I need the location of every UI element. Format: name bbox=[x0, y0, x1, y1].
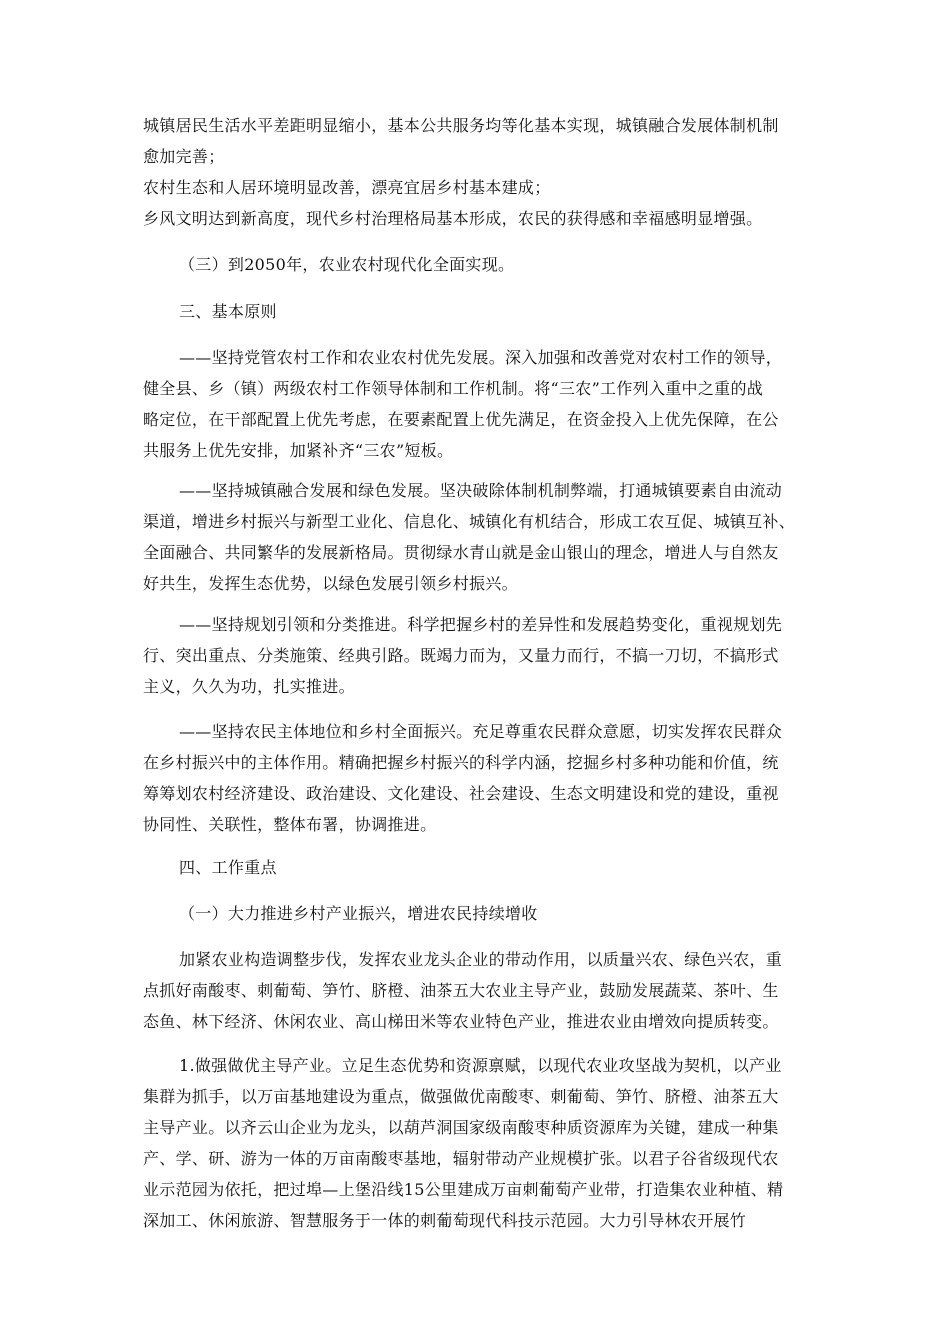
section-heading-work-focus bbox=[143, 852, 815, 883]
text-line: 协同性、关联性，整体布署，协调推进。 bbox=[143, 815, 437, 834]
paragraph-goals-2035 bbox=[143, 110, 815, 234]
subsection-heading: （一）大力推进乡村产业振兴，增进农民持续增收 bbox=[179, 904, 538, 923]
text-line: 共服务上优先安排，加紧补齐“三农”短板。 bbox=[143, 441, 454, 460]
text-line: ——坚持城镇融合发展和绿色发展。坚决破除体制机制弊端，打通城镇要素自由流动 bbox=[179, 481, 783, 500]
paragraph-principle-planning bbox=[143, 609, 815, 702]
text-line: ——坚持农民主体地位和乡村全面振兴。充足尊重农民群众意愿，切实发挥农民群众 bbox=[179, 722, 783, 741]
text-line: ——坚持规划引领和分类推进。科学把握乡村的差异性和发展趋势变化，重视规划先 bbox=[179, 615, 783, 634]
text-line: 好共生，发挥生态优势，以绿色发展引领乡村振兴。 bbox=[143, 574, 518, 593]
text-line: 愈加完善； bbox=[143, 147, 225, 166]
text-line: 深加工、休闲旅游、智慧服务于一体的刺葡萄现代科技示范园。大力引导林农开展竹 bbox=[143, 1211, 747, 1230]
text-line: 产、学、研、游为一体的万亩南酸枣基地，辐射带动产业规模扩张。以君子谷省级现代农 bbox=[143, 1149, 779, 1168]
paragraph-agri-structure bbox=[143, 944, 815, 1037]
text-line: 健全县、乡（镇）两级农村工作领导体制和工作机制。将“三农”工作列入重中之重的战 bbox=[143, 379, 764, 398]
text-line: 全面融合、共同繁华的发展新格局。贯彻绿水青山就是金山银山的理念，增进人与自然友 bbox=[143, 543, 779, 562]
subsection-heading-industry bbox=[143, 898, 815, 929]
text-line: 农村生态和人居环境明显改善，漂亮宜居乡村基本建成； bbox=[143, 178, 551, 197]
text-line: 业示范园为依托，把过埠—上堡沿线15公里建成万亩刺葡萄产业带，打造集农业种植、精 bbox=[143, 1180, 784, 1199]
text-line: 筹筹划农村经济建设、政治建设、文化建设、社会建设、生态文明建设和党的建设，重视 bbox=[143, 784, 779, 803]
text-line: 集群为抓手，以万亩基地建设为重点，做强做优南酸枣、刺葡萄、笋竹、脐橙、油茶五大 bbox=[143, 1087, 779, 1106]
text-line: 略定位，在干部配置上优先考虑，在要素配置上优先满足，在资金投入上优先保障，在公 bbox=[143, 410, 779, 429]
text-line: 渠道，增进乡村振兴与新型工业化、信息化、城镇化有机结合，形成工农互促、城镇互补、 bbox=[143, 512, 796, 531]
text-line: ——坚持党管农村工作和农业农村优先发展。深入加强和改善党对农村工作的领导， bbox=[179, 348, 783, 367]
paragraph-goal-2050 bbox=[143, 249, 815, 280]
section-heading-principles bbox=[143, 296, 815, 327]
text-line: 加紧农业构造调整步伐，发挥农业龙头企业的带动作用，以质量兴农、绿色兴农，重 bbox=[179, 950, 783, 969]
section-heading: 三、基本原则 bbox=[179, 302, 277, 321]
text-line: 乡风文明达到新高度，现代乡村治理格局基本形成，农民的获得感和幸福感明显增强。 bbox=[143, 209, 763, 228]
section-heading: 四、工作重点 bbox=[179, 858, 277, 877]
paragraph-principle-party-leadership bbox=[143, 342, 815, 466]
paragraph-principle-farmers bbox=[143, 716, 815, 840]
text-line: 态鱼、林下经济、休闲农业、高山梯田米等农业特色产业，推进农业由增效向提质转变。 bbox=[143, 1012, 779, 1031]
text-line: 主导产业。以齐云山企业为龙头，以葫芦洞国家级南酸枣种质资源库为关键，建成一种集 bbox=[143, 1118, 779, 1137]
text-line: 城镇居民生活水平差距明显缩小，基本公共服务均等化基本实现，城镇融合发展体制机制 bbox=[143, 116, 779, 135]
text-line: 主义，久久为功，扎实推进。 bbox=[143, 677, 355, 696]
paragraph-leading-industries bbox=[143, 1050, 815, 1236]
text-line: （三）到2050年，农业农村现代化全面实现。 bbox=[179, 255, 515, 274]
text-line: 在乡村振兴中的主体作用。精确把握乡村振兴的科学内涵，挖掘乡村多种功能和价值，统 bbox=[143, 753, 779, 772]
text-line: 行、突出重点、分类施策、经典引路。既竭力而为，又量力而行，不搞一刀切，不搞形式 bbox=[143, 646, 779, 665]
paragraph-principle-integration-green bbox=[143, 475, 815, 599]
text-line: 点抓好南酸枣、刺葡萄、笋竹、脐橙、油茶五大农业主导产业，鼓励发展蔬菜、茶叶、生 bbox=[143, 981, 779, 1000]
text-line: 1.做强做优主导产业。立足生态优势和资源禀赋，以现代农业攻坚战为契机，以产业 bbox=[179, 1056, 782, 1075]
